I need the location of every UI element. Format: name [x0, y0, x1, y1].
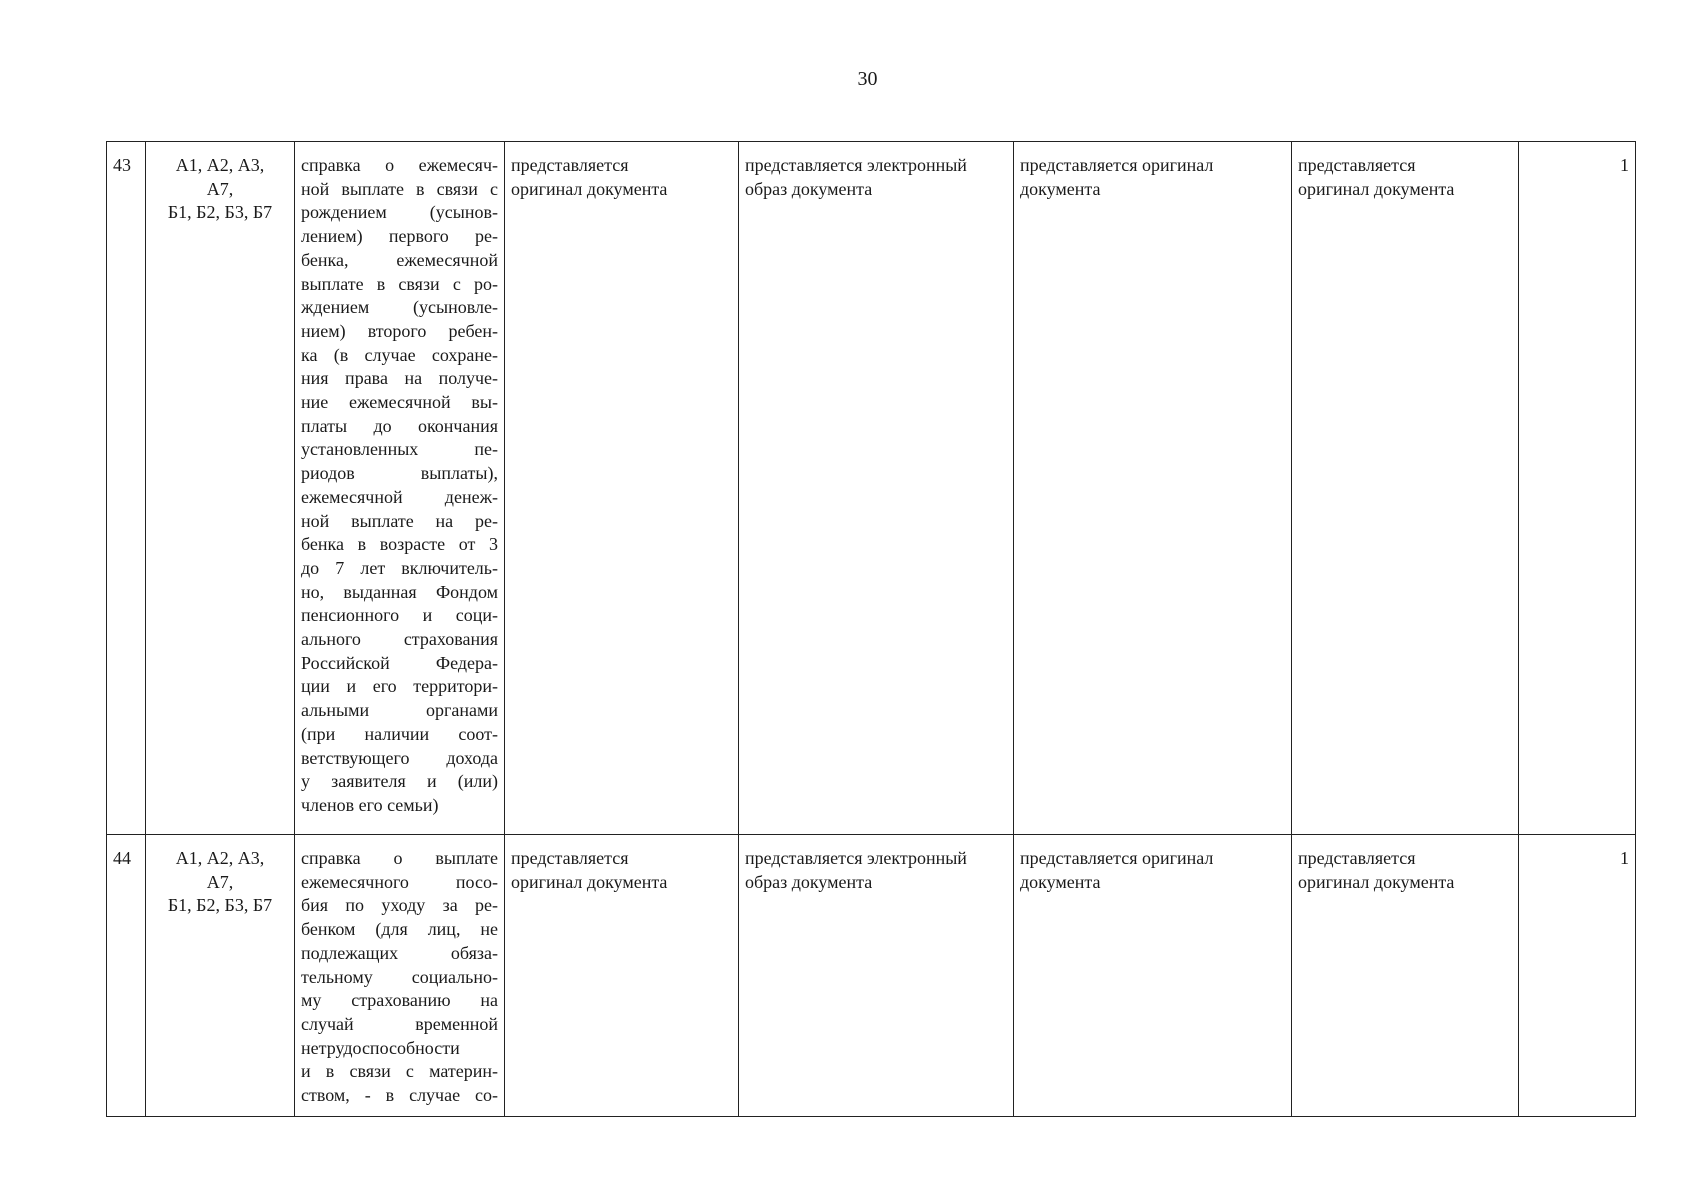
- document-presentation-col5: представляется электронный образ документа: [739, 835, 1014, 1117]
- applicant-codes: А1, А2, А3, А7, Б1, Б2, Б3, Б7: [146, 142, 295, 835]
- documents-table: [106, 141, 1636, 1117]
- row-number: 43: [107, 142, 146, 835]
- document-presentation-col4: представляется оригинал документа: [505, 142, 739, 835]
- applicant-codes: А1, А2, А3, А7, Б1, Б2, Б3, Б7: [146, 835, 295, 1117]
- row-number: 44: [107, 835, 146, 1117]
- page-number: 30: [857, 68, 878, 90]
- table-row: [107, 835, 1636, 1117]
- document-description: справка о ежемесяч- ной выплате в связи с рождением (усынов- лением) первого ре- бенка, ежемесячной выплате в связи с ро- ждением (усыновле- нием) второго ребен- ка (в случае сохране- ния права на получе- ние ежемесячной вы- платы до окончания установленных пе- риодов выплаты), ежемесячной денеж- ной выплате на ре- бенка в возрасте от 3 до 7 лет включитель- но, выданная Фондом пенсионного и соци- ального страхования Российской Федера- ции и его территори- альными органами (при наличии соот- ветствующего дохода у заявителя и (или) членов его семьи): [295, 142, 505, 835]
- document-count: 1: [1519, 835, 1636, 1117]
- document-presentation-col6: представляется оригинал документа: [1014, 142, 1292, 835]
- document-presentation-col5: представляется электронный образ документа: [739, 142, 1014, 835]
- document-presentation-col7: представляется оригинал документа: [1292, 835, 1519, 1117]
- document-presentation-col7: представляется оригинал документа: [1292, 142, 1519, 835]
- document-description: справка о выплате ежемесячного посо- бия по уходу за ре- бенком (для лиц, не подлежащих обяза- тельному социально- му страхованию на случай временной нетрудоспособности и в связи с материн- ством, - в случае со-: [295, 835, 505, 1117]
- document-count: 1: [1519, 142, 1636, 835]
- table-row: [107, 142, 1636, 835]
- document-presentation-col6: представляется оригинал документа: [1014, 835, 1292, 1117]
- document-presentation-col4: представляется оригинал документа: [505, 835, 739, 1117]
